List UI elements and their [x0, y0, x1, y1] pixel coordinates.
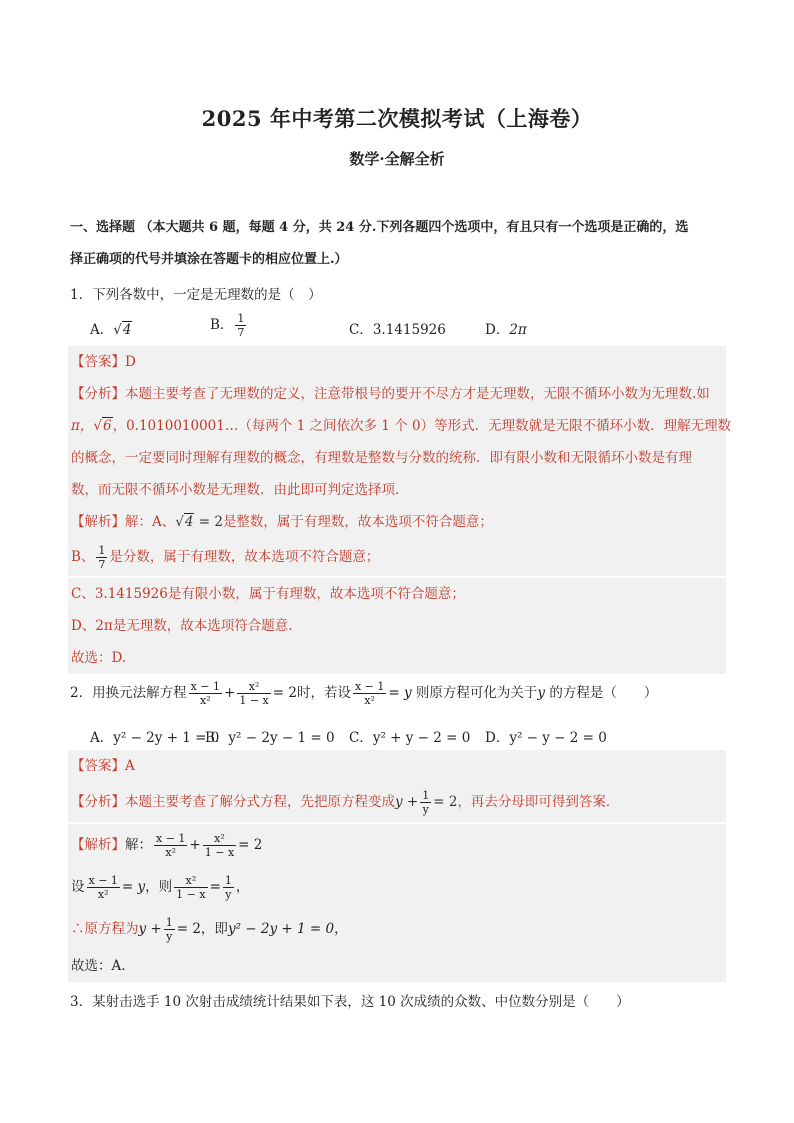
- q2-choose: 故选：A.: [71, 958, 126, 974]
- q2-solution-tag: 【解析】: [71, 837, 125, 853]
- q2-set-h-numerator: 1: [224, 874, 232, 887]
- q1-analysis-tag: 【分析】: [71, 386, 125, 402]
- q1-solution-b-numerator: 1: [98, 544, 106, 557]
- q2-analysis-tag: 【分析】: [71, 794, 125, 810]
- q2-set-h-denominator: y: [225, 888, 232, 901]
- q2-fraction-3-denominator: x²: [364, 694, 375, 707]
- q2-equals-2: = 2: [272, 685, 297, 701]
- q2-solution-f1-denominator: x²: [165, 846, 177, 859]
- q2-fraction-1-denominator: x²: [199, 694, 211, 707]
- q1-analysis-row-1: [68, 378, 726, 410]
- q2-set-g-denominator: 1 − x: [176, 888, 206, 901]
- q2-option-b: B．y² − 2y − 1 = 0: [205, 730, 335, 746]
- q2-fraction-2-denominator: 1 − x: [239, 694, 269, 707]
- q2-analysis-y: y +: [395, 794, 419, 810]
- q1-choose-row: [68, 642, 726, 674]
- q2-option-c: C．y² + y − 2 = 0: [349, 730, 471, 746]
- q2-equals-y: = y: [388, 685, 412, 701]
- q2-var-y: y: [537, 685, 546, 701]
- q2-analysis-text-1: 本题主要考查了解分式方程，先把原方程变成: [125, 794, 395, 810]
- q1-stem: 1．下列各数中，一定是无理数的是（ ）: [70, 287, 322, 303]
- q2-therefore: ∴原方程为: [71, 921, 139, 937]
- q1-analysis-text-4: 数，而无限不循环小数是无理数．由此即可判定选择项．: [71, 482, 409, 498]
- q2-therefore-numerator: 1: [165, 916, 173, 929]
- q1-analysis-row-2: π，√6，0.1010010001…（每两个 1 之间依次多 1 个 0）等形式．无理数就是无限不循环小数．理解无理数: [68, 410, 726, 442]
- q2-set-text-3: ，: [235, 879, 250, 895]
- q1-choose: 故选：D.: [71, 650, 127, 666]
- q1-option-a-label: A．: [90, 322, 114, 338]
- q1-option-d-label: D．: [485, 322, 510, 338]
- q2-set-text-1: 设: [71, 879, 85, 895]
- q1-option-b-denominator: 7: [237, 326, 245, 339]
- q1-solution-d-prefix: D、2π: [71, 618, 113, 634]
- q1-option-b: [210, 312, 248, 339]
- q3-stem: 3．某射击选手 10 次射击成绩统计结果如下表，这 10 次成绩的众数、中位数分别是（ ）: [70, 994, 630, 1010]
- q2-analysis-eq: = 2: [433, 794, 458, 810]
- q2-therefore-denominator: y: [166, 930, 173, 943]
- q1-solution-row-4: [68, 610, 726, 642]
- q2-therefore-result: y² − 2y + 1 = 0: [227, 921, 335, 937]
- q2-solution-row-1: [68, 824, 726, 866]
- q1-analysis-row-3: [68, 442, 726, 474]
- q2-stem-part-2: 时，若设: [296, 685, 351, 701]
- q2-solution-eq: = 2: [238, 837, 263, 853]
- q2-therefore-end: ，: [334, 921, 348, 937]
- q1-solution-row-1: 【解析】解：A、√4 = 2是整数，属于有理数，故本选项不符合题意；: [68, 506, 726, 538]
- section-heading-line-1: 一、选择题 （本大题共 6 题，每题 4 分，共 24 分.下列各题四个选项中，有且只有一个选项是正确的，选: [70, 220, 689, 235]
- q2-analysis-text-2: ，再去分母即可得到答案．: [457, 794, 620, 810]
- q2-set-eq-2: =: [209, 879, 221, 895]
- q1-answer-value: D: [125, 354, 136, 370]
- q1-solution-b-prefix: B、: [71, 549, 95, 565]
- q1-analysis-sqrt6: 6: [102, 418, 112, 434]
- q1-solution-b-denominator: 7: [98, 558, 106, 571]
- q2-fraction-3-numerator: x − 1: [354, 680, 385, 693]
- q1-option-b-numerator: 1: [237, 312, 245, 325]
- q2-option-d: D．y² − y − 2 = 0: [485, 730, 607, 746]
- q2-choose-row: [68, 950, 726, 982]
- q2-therefore-eq: = 2，即: [176, 921, 228, 937]
- q1-analysis-text-1: 本题主要考查了无理数的定义，注意带根号的要开不尽方才是无理数，无限不循环小数为无理数.如: [125, 386, 710, 402]
- q1-solution-a-prefix: 解：A、: [125, 514, 176, 530]
- q1-solution-row-2: [68, 538, 726, 576]
- q2-solution-text-1: 解：: [125, 837, 152, 853]
- q2-set-f-numerator: x − 1: [88, 874, 118, 887]
- q2-answer-value: A: [125, 758, 135, 774]
- q1-solution-a-radicand: 4: [184, 514, 194, 530]
- page-subtitle: 数学·全解全析: [349, 150, 445, 168]
- q2-therefore-y: y +: [138, 921, 162, 937]
- q2-answer-row: [68, 750, 726, 782]
- q2-analysis-numerator: 1: [422, 789, 430, 802]
- q2-fraction-1-numerator: x − 1: [190, 680, 221, 693]
- q1-solution-a-eq: = 2: [194, 514, 223, 530]
- q1-solution-d-text: 是无理数，故本选项符合题意.: [112, 618, 293, 634]
- q2-stem-part-3: 则原方程可化为关于: [411, 685, 538, 701]
- q2-set-text-2: ，则: [145, 879, 173, 895]
- q1-solution-c-prefix: C、3.1415926: [71, 586, 168, 602]
- q1-analysis-row-4: [68, 474, 726, 506]
- page-title: 2025 年中考第二次模拟考试（上海卷）: [201, 106, 593, 131]
- q1-solution-c-text: 是有限小数，属于有理数，故本选项不符合题意；: [167, 586, 465, 602]
- q1-answer-tag: 【答案】: [71, 354, 125, 370]
- q1-answer-row: [68, 346, 726, 378]
- q2-option-a: A．y² − 2y + 1 = 0: [90, 730, 220, 746]
- q1-option-a-value: 4: [122, 322, 132, 338]
- q2-set-g-numerator: x²: [174, 874, 207, 888]
- q2-solution-f2-numerator: x²: [203, 832, 236, 846]
- q1-option-a: A．√4: [90, 322, 132, 338]
- q2-stem-part-1: 2．用换元法解方程: [70, 685, 187, 701]
- section-heading-line-2: 择正确项的代号并填涂在答题卡的相应位置上.）: [70, 252, 348, 267]
- q1-option-c: C．3.1415926: [349, 322, 446, 338]
- q2-set-eq: = y: [121, 879, 146, 895]
- q1-analysis-text-2: ，0.1010010001…（每两个 1 之间依次多 1 个 0）等形式．无理数就是无限不循环小数．理解无理数: [112, 418, 732, 434]
- q1-solution-b-text: 是分数，属于有理数，故本选项不符合题意；: [109, 549, 380, 565]
- q2-solution-row-3: [68, 908, 726, 950]
- q1-solution-row-3: [68, 578, 726, 610]
- q2-set-f-denominator: x²: [97, 888, 109, 901]
- q1-solution-a-text: 是整数，属于有理数，故本选项不符合题意；: [222, 514, 493, 530]
- q2-solution-plus: +: [189, 837, 201, 853]
- q1-analysis-pi: π，: [71, 418, 94, 434]
- q2-analysis-denominator: y: [422, 803, 429, 816]
- q2-stem-part-4: 的方程是（ ）: [545, 685, 658, 701]
- q2-solution-row-2: [68, 866, 726, 908]
- q2-answer-tag: 【答案】: [71, 758, 125, 774]
- q2-solution-f1-numerator: x − 1: [156, 832, 186, 845]
- q2-fraction-2-numerator: x²: [237, 680, 270, 694]
- q1-option-d: [485, 318, 527, 338]
- q2-stem: [70, 680, 657, 707]
- q1-option-b-label: B．: [210, 317, 234, 333]
- q1-analysis-text-3: 的概念，一定要同时理解有理数的概念，有理数是整数与分数的统称．即有限小数和无限循环小数是有理: [71, 450, 692, 466]
- q2-solution-f2-denominator: 1 − x: [204, 846, 235, 859]
- q1-option-d-value: 2π: [509, 322, 527, 338]
- q1-solution-tag: 【解析】: [71, 514, 125, 530]
- q2-plus: +: [224, 685, 236, 701]
- q2-analysis-row: [68, 782, 726, 822]
